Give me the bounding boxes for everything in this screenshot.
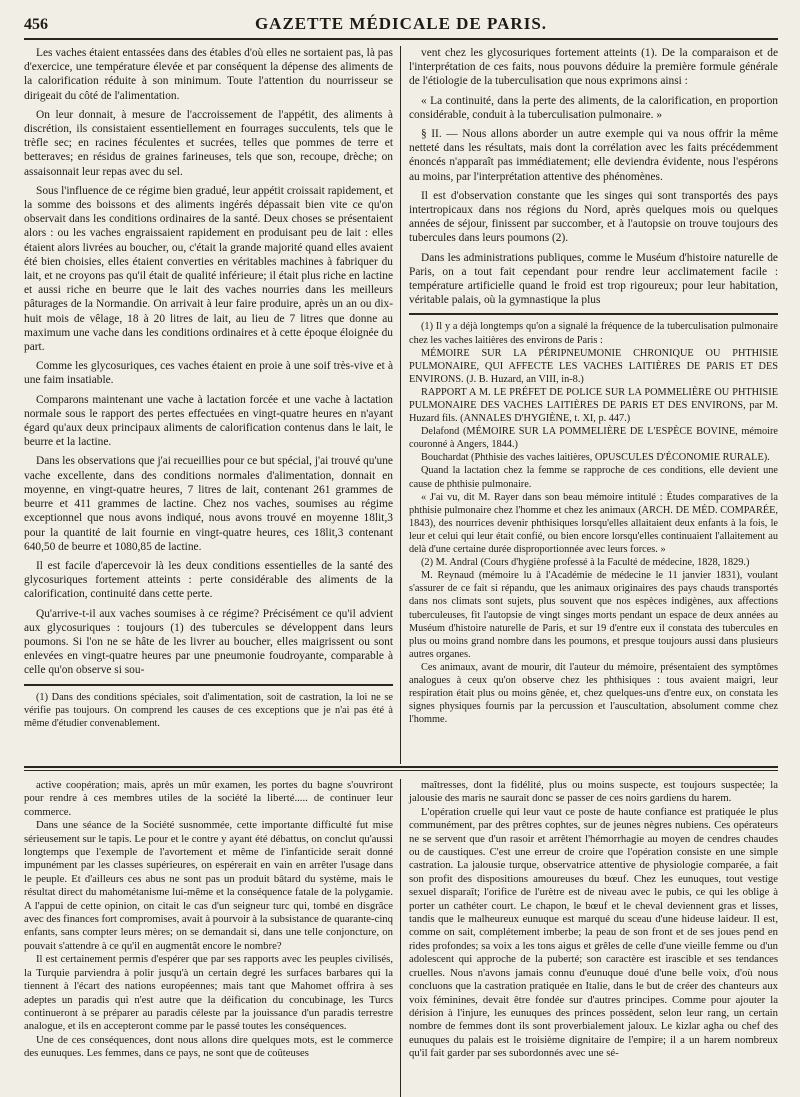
footnote: (1) Dans des conditions spéciales, soit d'alimentation, soit de castration, la loi ne se vérifie pas toujours. On comprend les causes de ces exceptions que je n'ai pas été à même d'étudier convenablement. bbox=[24, 691, 393, 729]
footnotes bbox=[24, 691, 393, 730]
footnote-divider bbox=[24, 684, 393, 686]
upper-right-column bbox=[401, 46, 778, 764]
page-header bbox=[24, 8, 778, 40]
paragraph: Dans les observations que j'ai recueillies pour ce but spécial, j'ai trouvé qu'une vache excellente, dans des conditions normales d'alimentation, donnait en moyenne, en vingt-quatre heures, 7 litres de lait, contenant 261 grammes de beurre et 411 grammes de lactine. Chez nos vaches, soumises au régime exceptionnel que nous avons indiqué, nous avons trouvé en moyenne 18lit,3 pour la quantité de lait fournie en vingt-quatre heures, ces 18lit,3 contenant 640,50 de beurre et 1080,85 de lactine. bbox=[24, 455, 393, 553]
paragraph: Il est d'observation constante que les singes qui sont transportés des pays intertropicaux dans nos régions du Nord, après quelques mois ou quelques années de séjour, finissent par succomber, et à l'autopsie on trouve toujours des tubercules dans leurs poumons (2). bbox=[409, 189, 778, 245]
paragraph: Comparons maintenant une vache à lactation forcée et une vache à lactation normale sous le rapport des pertes effectuées en vingt-quatre heures en n'ayant égard qu'aux deux principaux aliments de calorification contenus dans le lait, le beurre et la lactine. bbox=[24, 393, 393, 449]
running-title: GAZETTE MÉDICALE DE PARIS. bbox=[254, 14, 548, 33]
footnote: Ces animaux, avant de mourir, dit l'auteur du mémoire, présentaient des symptômes analogues à ceux qu'on observe chez les phthisiques : tous avaient maigri, leur respiration était plus ou moins gênée, et, chez quelques-uns d'entre eux, on constata les signes physiques fournis par la percussion et l'auscultation, absolument comme chez l'homme. bbox=[409, 661, 778, 726]
feuilleton bbox=[24, 779, 778, 1097]
footnotes bbox=[409, 320, 778, 726]
paragraph: Sous l'influence de ce régime bien gradué, leur appétit croissait rapidement, et la somme des boissons et des aliments ingérés dépassait bien vite ce qu'on observait dans les conditions ordinaires de la santé. Deux choses se présentaient alors : ou les vaches engraissaient rapidement en produisant peu de lait : elles étaient alors livrées au boucher, ou, c'était la grande majorité quand elles avaient été bien choisies, elles étaient converties en véritables machines à fabriquer du lait, et ne croyons pas qu'il était de qualité inférieure; il était plus riche en lactine et aussi riche en beurre que le lait des vaches nourries dans les meilleurs pâturages de la Normandie. On arrivait à leur faire produire, après un an ou dix-huit mois de vêlage, 18 à 20 litres de lait, au lieu de 7 litres que donne au maximum une vache dans les conditions ordinaires et à cette époque éloignée du part. bbox=[24, 184, 393, 354]
footnote: Bouchardat (Phthisie des vaches laitières, OPUSCULES D'ÉCONOMIE RURALE). bbox=[421, 452, 770, 464]
footnote: (1) Il y a déjà longtemps qu'on a signalé la fréquence de la tuberculisation pulmonaire chez les vaches laitières des environs de Paris : bbox=[409, 321, 778, 346]
upper-left-column bbox=[24, 46, 400, 764]
footnote: « J'ai vu, dit M. Rayer dans son beau mémoire intitulé : Études comparatives de la phthisie pulmonaire chez l'homme et chez les animaux (ARCH. DE MÉD. COMPARÉE, 1843), des nourrices devenir phthisiques lorsqu'elles allaitaient deux enfants à la fois, le leur et celui qui leur était confié, ou bien encore lorsqu'elles continuaient l'allaitement au delà d'une certaine durée disproportionnée avec leurs forces. » bbox=[409, 491, 778, 556]
paragraph: Il est certainement permis d'espérer que par ses rapports avec les peuples civilisés, la Turquie parviendra à polir jusqu'à un certain degré les surfaces barbares qui la tiennent à l'écart des nations européennes; mais tant que Mahomet offrira à ses adeptes un paradis qui n'est autre que la déification du concubinage, les Turcs continueront à se préparer au paradis céleste par la jouissance d'un paradis terrestre analogue, et ils en accepteront comme par le passé toutes les conséquences. bbox=[24, 953, 393, 1033]
paragraph: Dans les administrations publiques, comme le Muséum d'histoire naturelle de Paris, on a tout fait cependant pour rendre leur acclimatement facile : température artificielle quand le froid est trop rigoureux; pour leur habitation, véritable palais, où la gymnastique la plus bbox=[409, 251, 778, 307]
paragraph: On leur donnait, à mesure de l'accroissement de l'appétit, des aliments à discrétion, ils consistaient essentiellement en fourrages succulents, tels que le trèfle sec; en racines féculentes et sucrées, telles que pommes de terre et betteraves; en résidus de graines farineuses, tels que son, recoupe, drèche; on assaisonnait leur repas avec du sel. bbox=[24, 108, 393, 178]
paragraph: § II. — Nous allons aborder un autre exemple qui va nous offrir la même netteté dans les résultats, mais dont la corrélation avec les faits précédemment énoncés n'apparaît pas immédiatement; elle deviendra évidente, nous l'espérons au moins, par l'interprétation attentive des phénomènes. bbox=[409, 128, 778, 183]
paragraph: Dans une séance de la Société susnommée, cette importante difficulté fut mise sérieusement sur le tapis. Le pour et le contre y ayant été débattus, on conclut qu'aussi longtemps que l'exemple de l'avortement et même de l'infanticide serait donné impunément par les classes supérieures, on espérerait en vain en arrêter l'usage dans le peuple. Et d'ailleurs ces abus ne sont pas un produit bâtard du système, mais le résultat direct du mahométanisme lui-même et la conséquence fatale de la polygamie. A l'appui de cette opinion, on citait le cas d'un seigneur turc qui, tombé en disgrâce avec des finances fort compromises, avait à pourvoir à la subsistance de quarante-cinq enfants, sans compter leurs mères; on se demandait si, dans une telle conjoncture, on pouvait s'attendre à ce qu'il en augmentât encore le nombre? bbox=[24, 819, 393, 952]
paragraph: Comme les glycosuriques, ces vaches étaient en proie à une soif très-vive et à une faim insatiable. bbox=[24, 360, 393, 387]
paragraph: Il est facile d'apercevoir là les deux conditions essentielles de la santé des glycosuriques fortement atteints : perte considérable des aliments de la calorification, continuité dans cette perte. bbox=[24, 559, 393, 601]
paragraph: vent chez les glycosuriques fortement atteints (1). De la comparaison et de l'interprétation de ces faits, nous pouvons déduire la première formule générale de l'étiologie de la tuberculisation que nous exprimons ainsi : bbox=[409, 47, 778, 88]
lower-right-column bbox=[401, 779, 778, 1097]
paragraph: Les vaches étaient entassées dans des étables d'où elles ne sortaient pas, là pas d'exercice, une température élevée et par conséquent la dépense des aliments de la calorification réduite à son minimum. Toute l'attention du nourrisseur se dirigeait du côté de l'alimentation. bbox=[24, 47, 393, 102]
paragraph: maîtresses, dont la fidélité, plus ou moins suspecte, est toujours suspectée; la jalousie des maris ne saurait donc se passer de ces noirs gardiens du harem. bbox=[409, 779, 778, 805]
paragraph: L'opération cruelle qui leur vaut ce poste de haute confiance est pratiquée le plus communément, par des prêtres cophtes, sur de jeunes nègres nubiens. Ces opérateurs ne se servent que d'un rasoir et arrêtent l'hémorrhagie au moyen de cendres chaudes ou de caustiques. C'est une erreur de croire que l'opération consiste en une simple castration. La jalousie turque, observatrice attentive de physiologie comparée, a fait son profit des dispositions amoureuses du bœuf. Chez les eunuques, tout vestige sexuel disparaît; l'orifice de l'urètre est de niveau avec le pubis, ce qui les oblige à porter un cathéter court. Le chapon, le bœuf et le cheval deviennent gras et lisses, tandis que le malheureux eunuque est marqué du sceau d'une hideuse laideur. Il est, comme on sait, complétement imberbe; la peau de son front et de ses joues pend en rides profondes; sa voix a les tons aigus et grêles de celle d'une vieille femme ou d'un adolescent qui approche de la puberté; son caractère est irascible et ses tendances cruelles. Nous n'avons jamais connu d'eunuque doué d'une belle voix, d'où nous concluons que la castration pratiquée en Italie, dans le but de créer des chanteurs aux voix féminines, devait être fondée sur d'autres principes. Comme pour ajouter la dérision à l'injure, les eunuques des princes possèdent, selon leur rang, un certain nombre de femmes dont ils sont proverbialement jaloux. Le kizlar agha ou chef des eunuques du palais est le troisième dignitaire de l'empire; il a un harem nombreux qu'il fait garder par ses subordonnés avec une sé- bbox=[409, 805, 778, 1060]
page-number: 456 bbox=[24, 16, 48, 33]
footnote: M. Reynaud (mémoire lu à l'Académie de médecine le 11 janvier 1831), voulant s'assurer de ce fait si répandu, que les animaux originaires des pays chauds transportés dans nos climats sont sujets, plus souvent que nos espèces indigènes, aux affections tuberculeuses, fit l'autopsie de vingt singes morts pendant un espace de deux années au Muséum d'histoire naturelle de Paris, et sur 19 d'entre eux il constata des tubercules en plus ou moins grand nombre dans les poumons, et presque toujours aussi dans plusieurs autres organes. bbox=[409, 570, 778, 660]
footnote: Quand la lactation chez la femme se rapproche de ces conditions, elle devient une cause de phthisie pulmonaire. bbox=[409, 465, 778, 490]
paragraph: « La continuité, dans la perte des aliments, de la calorification, en proportion considérable, conduit à la tuberculisation pulmonaire. » bbox=[409, 94, 778, 121]
section-divider bbox=[24, 766, 778, 768]
paragraph: Qu'arrive-t-il aux vaches soumises à ce régime? Précisément ce qu'il advient aux glycosuriques : toujours (1) des tubercules se développent dans leurs poumons. Si l'on ne se hâte de les livrer au boucher, elles maigrissent ou sont enlevées en vingt-quatre heures par une pneumonie foudroyante, comparable à celle qu'on observe si sou- bbox=[24, 607, 393, 677]
upper-article bbox=[24, 46, 778, 764]
footnote: MÉMOIRE SUR LA PÉRIPNEUMONIE CHRONIQUE OU PHTHISIE PULMONAIRE, QUI AFFECTE LES VACHES LAITIÈRES DE PARIS ET DES ENVIRONS. (J. B. Huzard, an VIII, in-8.) bbox=[409, 347, 778, 385]
paragraph: Une de ces conséquences, dont nous allons dire quelques mots, est le commerce des eunuques. Les femmes, dans ce pays, ne sont que de coûteuses bbox=[24, 1033, 393, 1060]
paragraph: active coopération; mais, après un mûr examen, les portes du bagne s'ouvriront pour rendre à ces membres utiles de la société la liberté..... de continuer leur commerce. bbox=[24, 779, 393, 818]
footnote: Delafond (MÉMOIRE SUR LA POMMELIÈRE DE L'ESPÈCE BOVINE, mémoire couronné à Angers, 1844.) bbox=[409, 426, 778, 451]
footnote-divider bbox=[409, 313, 778, 315]
lower-left-column bbox=[24, 779, 400, 1097]
footnote: RAPPORT A M. LE PRÉFET DE POLICE SUR LA POMMELIÈRE OU PHTHISIE PULMONAIRE DES VACHES LAITIÈRES DE PARIS ET DES ENVIRONS, par M. Huzard fils. (ANNALES D'HYGIÈNE, t. XI, p. 447.) bbox=[409, 386, 778, 425]
section-divider bbox=[24, 770, 778, 771]
footnote: (2) M. Andral (Cours d'hygiène professé à la Faculté de médecine, 1828, 1829.) bbox=[421, 557, 750, 569]
